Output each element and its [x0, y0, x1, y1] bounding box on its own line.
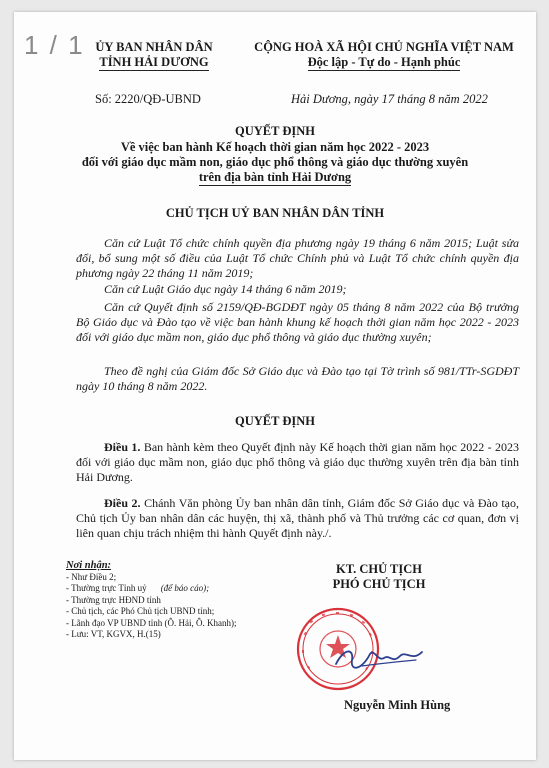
legal-basis-4: Theo đề nghị của Giám đốc Sở Giáo dục và Đào tạo tại Tờ trình số 981/TTr-SGDĐT ngày 10 tháng 8 năm 2022.	[76, 364, 519, 393]
document-title	[44, 124, 506, 185]
nation-line-1: CỘNG HOÀ XÃ HỘI CHỦ NGHĨA VIỆT NAM	[254, 40, 514, 54]
document-page	[14, 12, 536, 760]
title-line-3: trên địa bàn tỉnh Hải Dương	[198, 170, 352, 184]
legal-basis-1: Căn cứ Luật Tổ chức chính quyền địa phương ngày 19 tháng 6 năm 2015; Luật sửa đổi, bổ sung một số điều của Luật Tổ chức Chính phủ và Luật Tổ chức chính quyền địa phương ngày 22 tháng 11 năm 2019;	[76, 236, 519, 280]
recipients-note: (để báo cáo);	[160, 583, 210, 593]
recipients-block	[66, 560, 296, 641]
signer-line-1: KT. CHỦ TỊCH	[335, 562, 422, 576]
national-motto	[244, 40, 524, 70]
legal-basis-3: Căn cứ Quyết định số 2159/QĐ-BGDĐT ngày 05 tháng 8 năm 2022 của Bộ trưởng Bộ Giáo dục và Đào tạo về việc ban hành khung kế hoạch thời gian năm học 2022 - 2023 đối với giáo dục mầm non, giáo dục phổ thông và giáo dục thường xuyên;	[76, 300, 519, 344]
issuing-agency	[84, 40, 224, 70]
article-1-text: Ban hành kèm theo Quyết định này Kế hoạch thời gian năm học 2022 - 2023 đối với giáo dục mầm non, giáo dục phổ thông và giáo dục thường xuyên trên địa bàn tỉnh Hải Dương.	[76, 440, 520, 484]
article-2-text: Chánh Văn phòng Ủy ban nhân dân tỉnh, Giám đốc Sở Giáo dục và Đào tạo, Chủ tịch Ủy ban nhân dân các huyện, thị xã, thành phố và Thủ trưởng các cơ quan, đơn vị liên quan chịu trách nhiệm thi hành Quyết định này./.	[76, 496, 520, 540]
agency-line-2: TỈNH HẢI DƯƠNG	[99, 55, 209, 69]
recipient-item: - Thường trực Tỉnh uỷ (để báo cáo);	[66, 583, 210, 593]
authority-heading: CHỦ TỊCH UỶ BAN NHÂN DÂN TỈNH	[165, 206, 385, 220]
legal-basis-2: Căn cứ Luật Giáo dục ngày 14 tháng 6 năm 2019;	[104, 282, 347, 296]
nation-line-2: Độc lập - Tự do - Hạnh phúc	[307, 55, 461, 69]
agency-line-1: ỦY BAN NHÂN DÂN	[95, 40, 213, 54]
place-date: Hải Dương, ngày 17 tháng 8 năm 2022	[291, 92, 488, 106]
handwritten-signature-icon	[332, 644, 432, 674]
title-line-1: Về việc ban hành Kế hoạch thời gian năm học 2022 - 2023	[120, 140, 430, 154]
recipient-item: - Như Điều 2;	[66, 571, 117, 582]
signer-line-2: PHÓ CHỦ TỊCH	[332, 577, 426, 591]
decision-heading: QUYẾT ĐỊNH	[235, 414, 315, 428]
article-2-label: Điều 2.	[104, 496, 141, 510]
page-counter: 1 / 1	[24, 30, 85, 60]
recipient-item: - Chủ tịch, các Phó Chủ tịch UBND tỉnh;	[66, 606, 215, 616]
title-line-2: đối với giáo dục mầm non, giáo dục phổ thông và giáo dục thường xuyên	[81, 155, 469, 169]
recipients-title: Nơi nhận:	[66, 560, 112, 571]
recipient-item: - Lưu: VT, KGVX, H.(15)	[66, 629, 161, 639]
title-type: QUYẾT ĐỊNH	[235, 124, 315, 138]
document-number: Số: 2220/QĐ-UBND	[95, 92, 201, 106]
article-1-label: Điều 1.	[104, 440, 141, 454]
article-2	[76, 496, 519, 541]
signer-title	[294, 562, 464, 592]
recipient-item: - Thường trực HĐND tỉnh	[66, 594, 161, 605]
recipient-item: - Lãnh đạo VP UBND tỉnh (Ô. Hải, Ô. Khanh);	[66, 617, 237, 628]
signer-name: Nguyễn Minh Hùng	[344, 698, 451, 712]
article-1	[76, 440, 519, 485]
